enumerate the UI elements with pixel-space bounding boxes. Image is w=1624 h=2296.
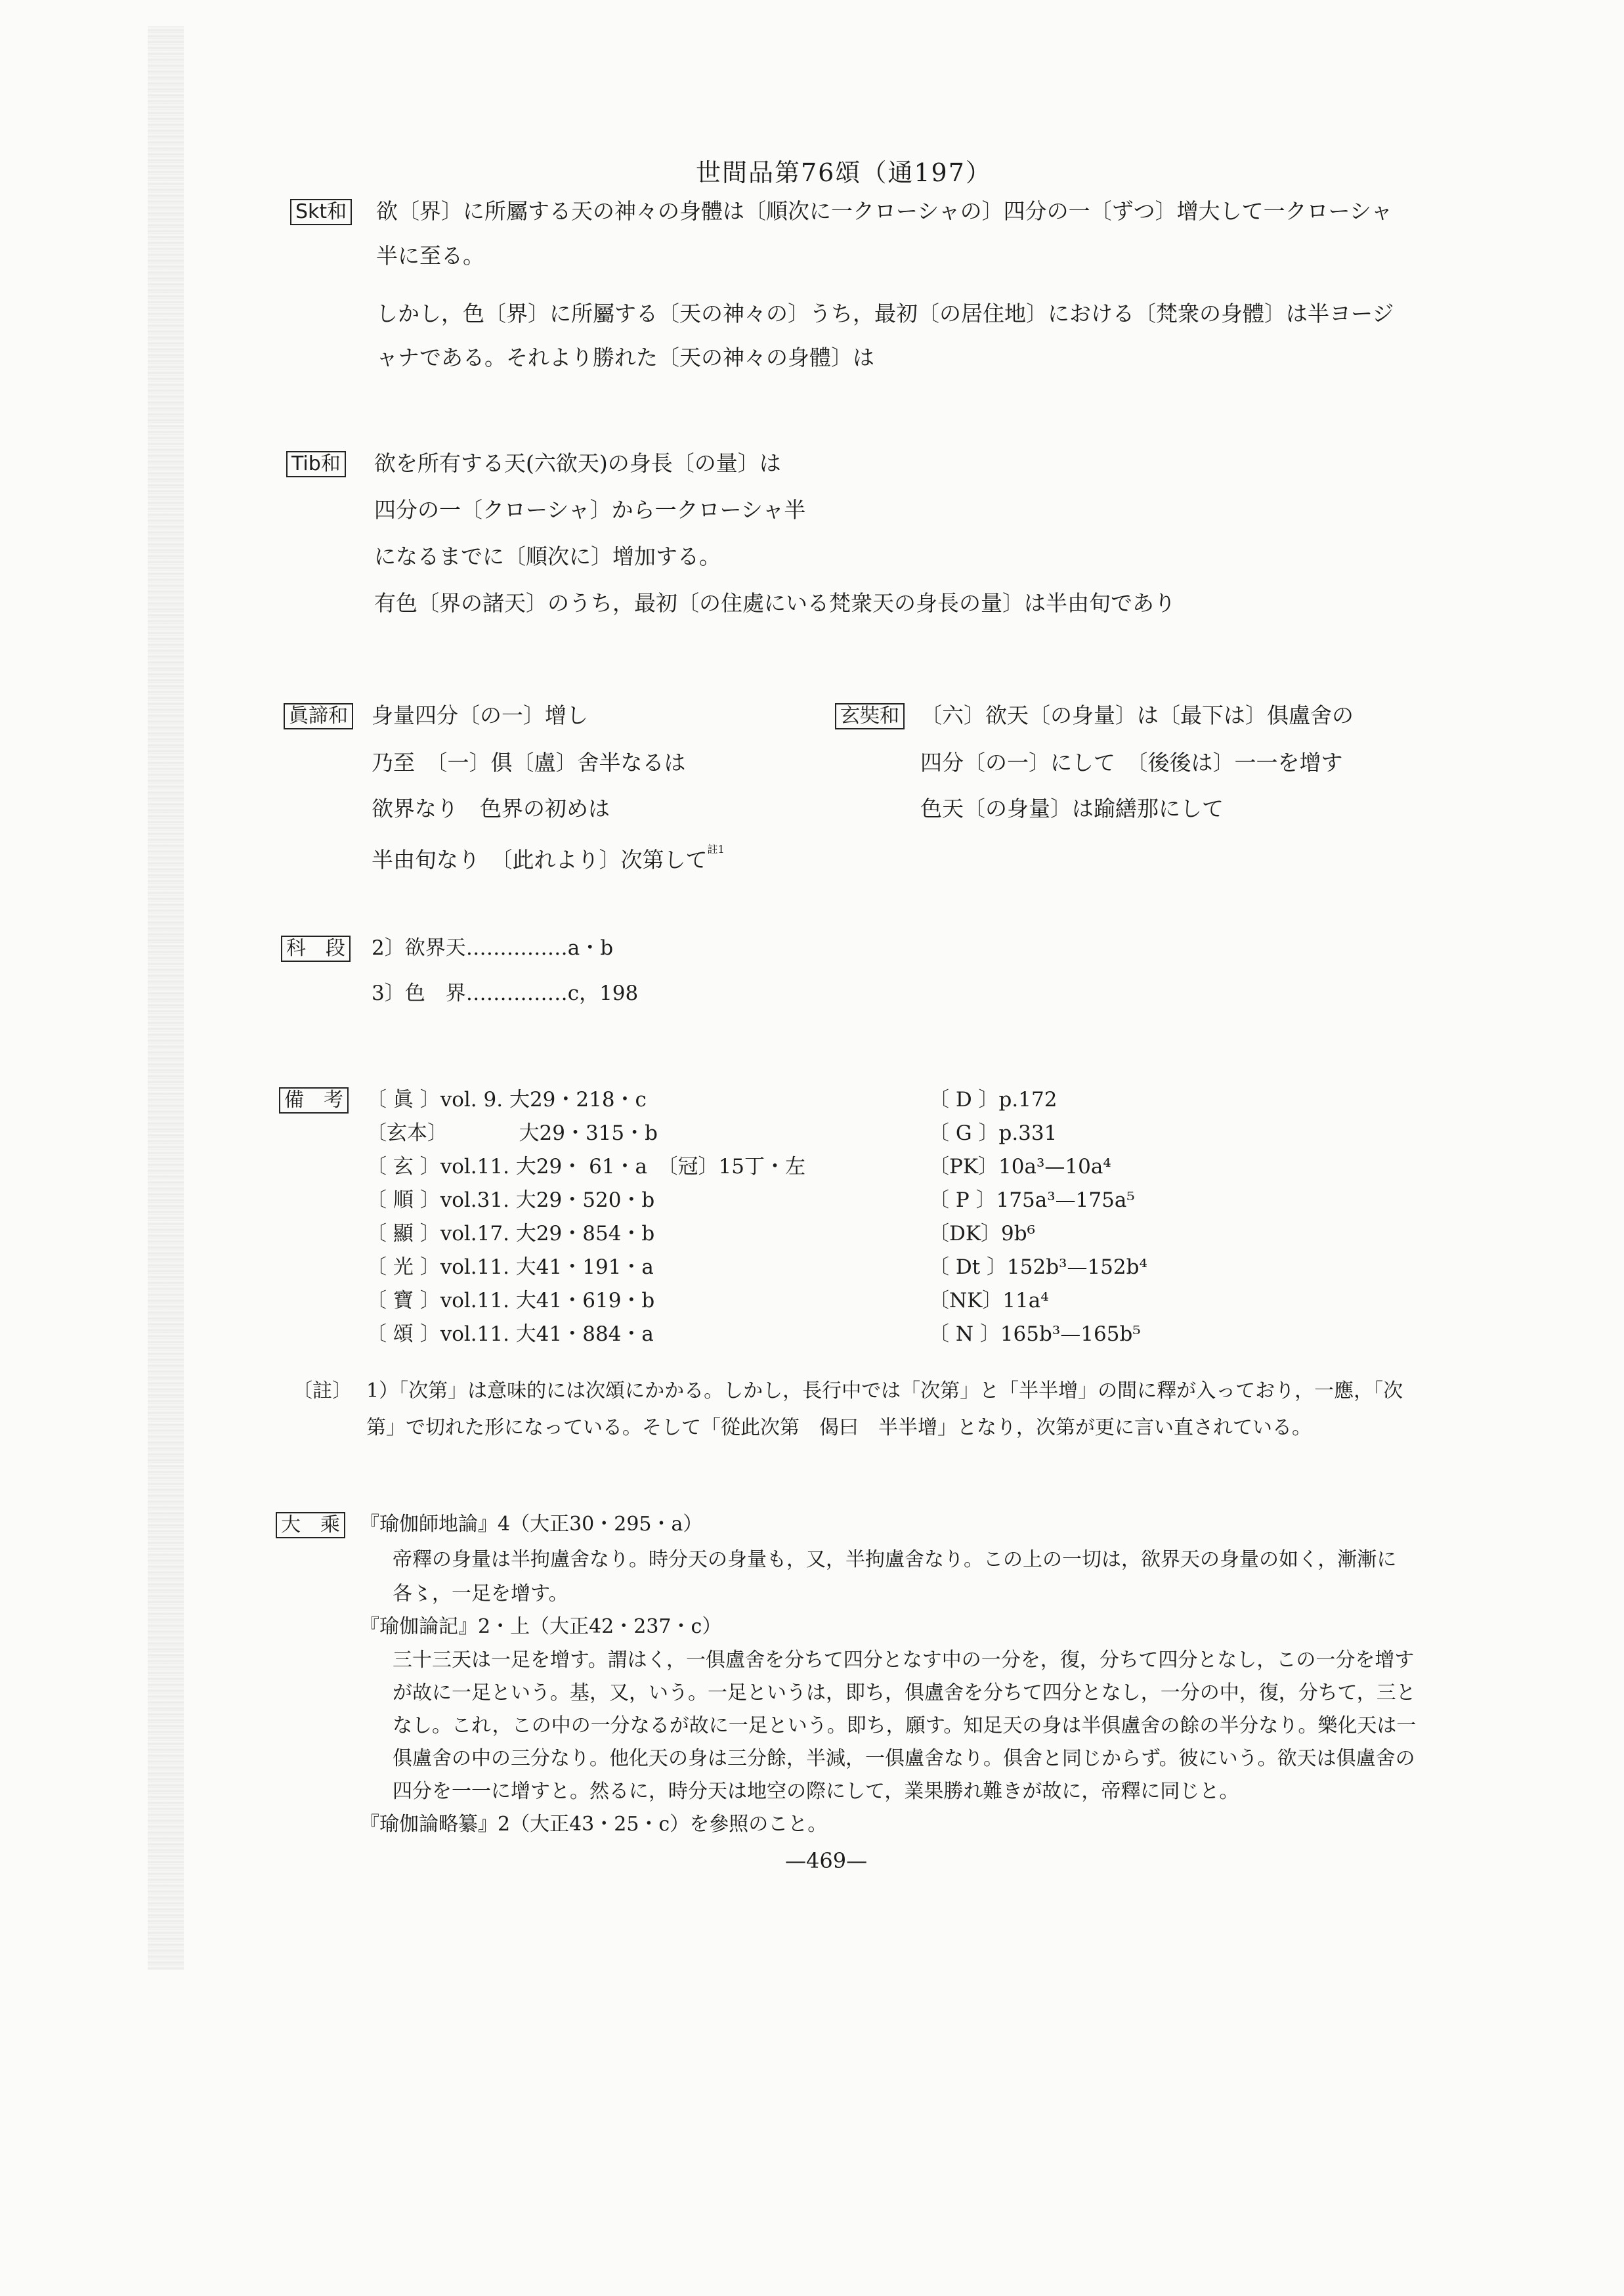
genjo-line-2: 四分〔の一〕にして 〔後後は〕一一を增す <box>920 750 1343 775</box>
biko-right-5: 〔DK〕9b⁶ <box>929 1222 1036 1245</box>
taisho-line-1: 『瑜伽師地論』4（大正30・295・a） <box>360 1513 703 1536</box>
taisho-line-10: 『瑜伽論略纂』2（大正43・25・c）を參照のこと。 <box>360 1813 828 1836</box>
kadan-line-2: 3〕色 界……………c，198 <box>372 982 639 1005</box>
biko-left-4: 〔 順 〕vol.31. 大29・520・b <box>366 1188 655 1212</box>
biko-left-7: 〔 寶 〕vol.11. 大41・619・b <box>366 1289 655 1312</box>
taisho-line-2: 帝釋の身量は半拘盧舍なり。時分天の身量も，又，半拘盧舍なり。この上の一切は，欲界天の身量の如く，漸漸に <box>393 1548 1397 1571</box>
shindai-line-3: 欲界なり 色界の初めは <box>372 796 610 821</box>
biko-right-3: 〔PK〕10a³—10a⁴ <box>929 1155 1111 1179</box>
tib-line-1: 欲を所有する天(六欲天)の身長〔の量〕は <box>374 450 781 476</box>
tib-line-4: 有色〔界の諸天〕のうち，最初〔の住處にいる梵衆天の身長の量〕は半由旬であり <box>374 590 1176 616</box>
genjo-label: 玄奘和 <box>835 703 905 729</box>
kadan-line-1: 2〕欲界天……………a・b <box>372 936 614 960</box>
biko-left-6: 〔 光 〕vol.11. 大41・191・a <box>366 1255 654 1279</box>
taisho-line-6: が故に一足という。基，又，いう。一足というは，即ち，俱盧舍を分ちて四分となし，一分の中，復，分ちて，三と <box>393 1681 1416 1704</box>
footnote-mark: 註1 <box>707 843 725 856</box>
shindai-line-2: 乃至 〔一〕俱〔盧〕舍半なるは <box>372 750 686 775</box>
biko-right-4: 〔 P 〕175a³—175a⁵ <box>929 1188 1135 1212</box>
taisho-line-8: 俱盧舍の中の三分なり。他化天の身は三分餘，半減，一俱盧舍なり。俱舍と同じからず。彼にいう。欲天は俱盧舍の <box>393 1747 1415 1770</box>
biko-right-2: 〔 G 〕p.331 <box>929 1121 1058 1145</box>
biko-left-1: 〔 眞 〕vol. 9. 大29・218・c <box>366 1088 647 1112</box>
tib-line-2: 四分の一〔クローシャ〕から一クローシャ半 <box>374 497 806 523</box>
tib-label: Tib和 <box>286 451 346 477</box>
biko-right-1: 〔 D 〕p.172 <box>929 1088 1058 1112</box>
biko-right-7: 〔NK〕11a⁴ <box>929 1289 1049 1312</box>
skt-line-3: しかし，色〔界〕に所屬する〔天の神々の〕うち，最初〔の居住地〕における〔梵衆の身體〕は半ヨージ <box>376 301 1394 326</box>
biko-left-3: 〔 玄 〕vol.11. 大29・ 61・a 〔冠〕15丁・左 <box>366 1155 805 1179</box>
skt-line-2: 半に至る。 <box>376 243 484 269</box>
biko-right-6: 〔 Dt 〕152b³—152b⁴ <box>929 1255 1147 1279</box>
chu-line-1: 1）「次第」は意味的には次頌にかかる。しかし，長行中では「次第」と「半半增」の間に釋が入っており，一應，「次 <box>366 1379 1403 1402</box>
page-header: 世間品第76頌（通197） <box>696 158 992 187</box>
shindai-line-1: 身量四分〔の一〕增し <box>372 703 588 728</box>
taisho-label: 大 乘 <box>276 1512 345 1538</box>
taisho-line-3: 各〻，一足を增す。 <box>393 1582 568 1605</box>
skt-label: Skt和 <box>290 199 352 225</box>
genjo-line-3: 色天〔の身量〕は踰繕那にして <box>920 796 1224 821</box>
taisho-line-4: 『瑜伽論記』2・上（大正42・237・c） <box>360 1615 722 1638</box>
chu-line-2: 第」で切れた形になっている。そして「從此次第 偈曰 半半增」となり，次第が更に言い直されている。 <box>366 1416 1312 1439</box>
scan-shadow <box>148 26 184 1970</box>
biko-left-5: 〔 顯 〕vol.17. 大29・854・b <box>366 1222 655 1245</box>
shindai-line-4 <box>372 843 725 873</box>
biko-label: 備 考 <box>279 1087 349 1114</box>
biko-right-8: 〔 N 〕165b³—165b⁵ <box>929 1322 1141 1346</box>
skt-line-4: ャナである。それより勝れた〔天の神々の身體〕は <box>376 345 874 370</box>
taisho-line-7: なし。これ，この中の一分なるが故に一足という。即ち，願す。知足天の身は半俱盧舍の餘の半分なり。樂化天は一 <box>393 1714 1417 1737</box>
kadan-label: 科 段 <box>281 936 351 962</box>
biko-left-2: 〔玄本〕 大29・315・b <box>366 1121 658 1145</box>
shindai-label: 眞諦和 <box>284 703 353 729</box>
tib-line-3: になるまでに〔順次に〕增加する。 <box>374 544 721 569</box>
chu-label: 〔註〕 <box>293 1379 352 1402</box>
skt-line-1: 欲〔界〕に所屬する天の神々の身體は〔順次に一クローシャの〕四分の一〔ずつ〕增大して一クローシャ <box>376 198 1393 224</box>
genjo-line-1: 〔六〕欲天〔の身量〕は〔最下は〕俱盧舍の <box>920 703 1354 728</box>
taisho-line-9: 四分を一一に增すと。然るに，時分天は地空の際にして，業果勝れ難きが故に，帝釋に同じと。 <box>393 1780 1239 1803</box>
biko-left-8: 〔 頌 〕vol.11. 大41・884・a <box>366 1322 654 1346</box>
taisho-line-5: 三十三天は一足を增す。謂はく，一俱盧舍を分ちて四分となす中の一分を，復，分ちて四分となし，この一分を增す <box>393 1649 1415 1672</box>
shindai-line-4-text: 半由旬なり 〔此れより〕次第して <box>372 847 708 873</box>
page-number: —469— <box>785 1848 868 1873</box>
